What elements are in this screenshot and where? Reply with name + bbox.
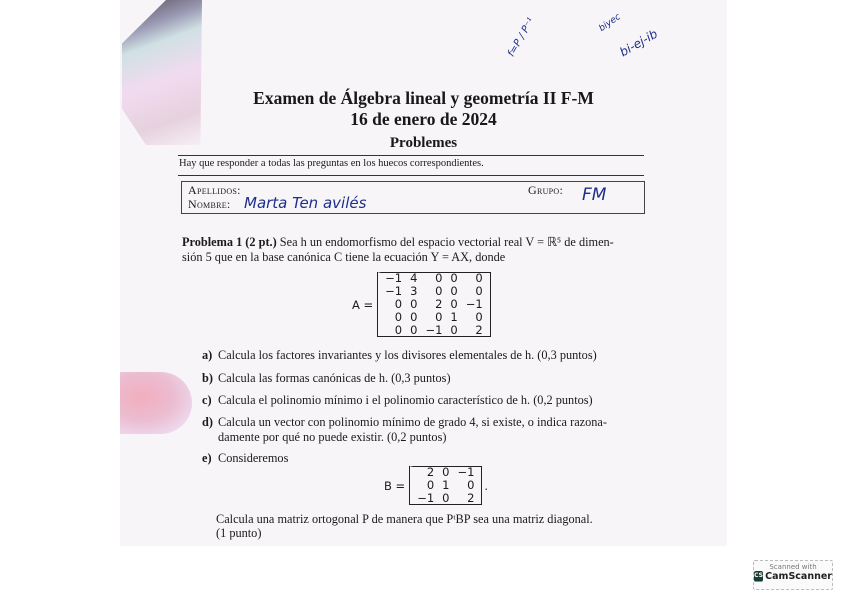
apellidos-label: Apellidos: — [188, 183, 241, 197]
intro-line-1: Sea h un endomorfismo del espacio vectorial real V = ℝ⁵ de dimen- — [279, 235, 614, 249]
matrix-cell: 0 — [442, 465, 450, 479]
exam-title: Examen de Álgebra lineal y geometría II F-M — [253, 88, 594, 108]
intro-line-2: sión 5 que en la base canónica C tiene la ecuación Y = AX, donde — [182, 250, 506, 264]
matrix-cell: 0 — [394, 310, 403, 324]
matrix-cell: 0 — [450, 284, 458, 298]
matrix-cell: 1 — [442, 478, 450, 492]
matrix-cell: 4 — [410, 271, 418, 285]
margin-note-1: f=P / P⁻¹ — [505, 16, 538, 59]
problem-heading: Problema 1 (2 pt.) — [182, 235, 277, 249]
nombre-value[interactable]: Marta Ten avilés — [244, 194, 367, 212]
matrix-cell: 0 — [475, 271, 483, 285]
matrix-cell: 0 — [475, 310, 483, 324]
section-title: Problemes — [389, 135, 458, 151]
grupo-value[interactable]: FM — [582, 185, 607, 205]
matrix-cell: 2 — [475, 323, 483, 337]
camscanner-watermark: Scanned with CS CamScanner — [753, 560, 833, 590]
matrix-cell: −1 — [425, 323, 443, 337]
matrix-cell: 0 — [475, 284, 483, 298]
divider — [178, 175, 644, 176]
matrix-cell: −1 — [457, 465, 475, 479]
matrix-cell: −1 — [465, 297, 483, 311]
item-e: e) Consideremos — [202, 451, 289, 465]
student-id-box — [181, 181, 645, 214]
matrix-a-grid — [377, 272, 491, 337]
matrix-cell: 0 — [410, 297, 418, 311]
matrix-cell: 1 — [450, 310, 458, 324]
finger-shadow-left — [120, 372, 192, 434]
matrix-cell: 3 — [410, 284, 418, 298]
matrix-cell: 0 — [410, 310, 418, 324]
item-b: b) Calcula las formas canónicas de h. (0,3 puntos) — [202, 371, 451, 385]
matrix-cell: −1 — [385, 284, 403, 298]
item-a: a) Calcula los factores invariantes y los divisores elementales de h. (0,3 puntos) — [202, 348, 597, 362]
matrix-cell: 0 — [450, 323, 458, 337]
item-c: c) Calcula el polinomio mínimo i el polinomio característico de h. (0,2 puntos) — [202, 393, 593, 407]
margin-note-3: bi-ej-ib — [617, 26, 661, 60]
matrix-b-grid — [409, 466, 482, 505]
final-question: Calcula una matriz ortogonal P de manera que PᵗBP sea una matriz diagonal. — [216, 512, 593, 526]
matrix-a-label: A = — [352, 297, 374, 312]
margin-note-2: biyec — [597, 12, 623, 34]
matrix-cell: 0 — [435, 271, 443, 285]
matrix-cell: 0 — [410, 323, 418, 337]
matrix-cell: 0 — [394, 297, 403, 311]
camscanner-logo-icon: CS — [754, 571, 763, 582]
matrix-cell: −1 — [385, 271, 403, 285]
matrix-cell: 0 — [442, 491, 450, 505]
instructions: Hay que responder a todas las preguntas en los huecos correspondientes. — [179, 158, 484, 169]
grupo-label: Grupo: — [528, 183, 564, 197]
matrix-cell: 0 — [467, 478, 475, 492]
matrix-cell: 0 — [426, 478, 435, 492]
matrix-cell: 0 — [435, 284, 443, 298]
matrix-b-label: B = — [384, 478, 406, 493]
matrix-cell: 0 — [450, 271, 458, 285]
item-d: d) Calcula un vector con polinomio mínimo de grado 4, si existe, o indica razona- — [202, 415, 607, 429]
matrix-cell: 2 — [435, 297, 443, 311]
matrix-cell: 0 — [435, 310, 443, 324]
matrix-cell: 2 — [467, 491, 475, 505]
exam-date: 16 de enero de 2024 — [350, 109, 497, 129]
matrix-cell: 2 — [426, 465, 435, 479]
matrix-b: B = 2 0 −1 0 1 0 −1 0 2 . — [384, 465, 489, 505]
matrix-a — [352, 272, 491, 337]
divider — [178, 155, 644, 156]
item-d-cont: damente por qué no puede existir. (0,2 puntos) — [218, 430, 447, 444]
matrix-cell: −1 — [417, 491, 435, 505]
final-points: (1 punto) — [216, 526, 262, 540]
matrix-cell: 0 — [450, 297, 458, 311]
matrix-cell: 0 — [394, 323, 403, 337]
nombre-label: Nombre: — [188, 197, 231, 211]
problem-intro — [182, 235, 648, 250]
